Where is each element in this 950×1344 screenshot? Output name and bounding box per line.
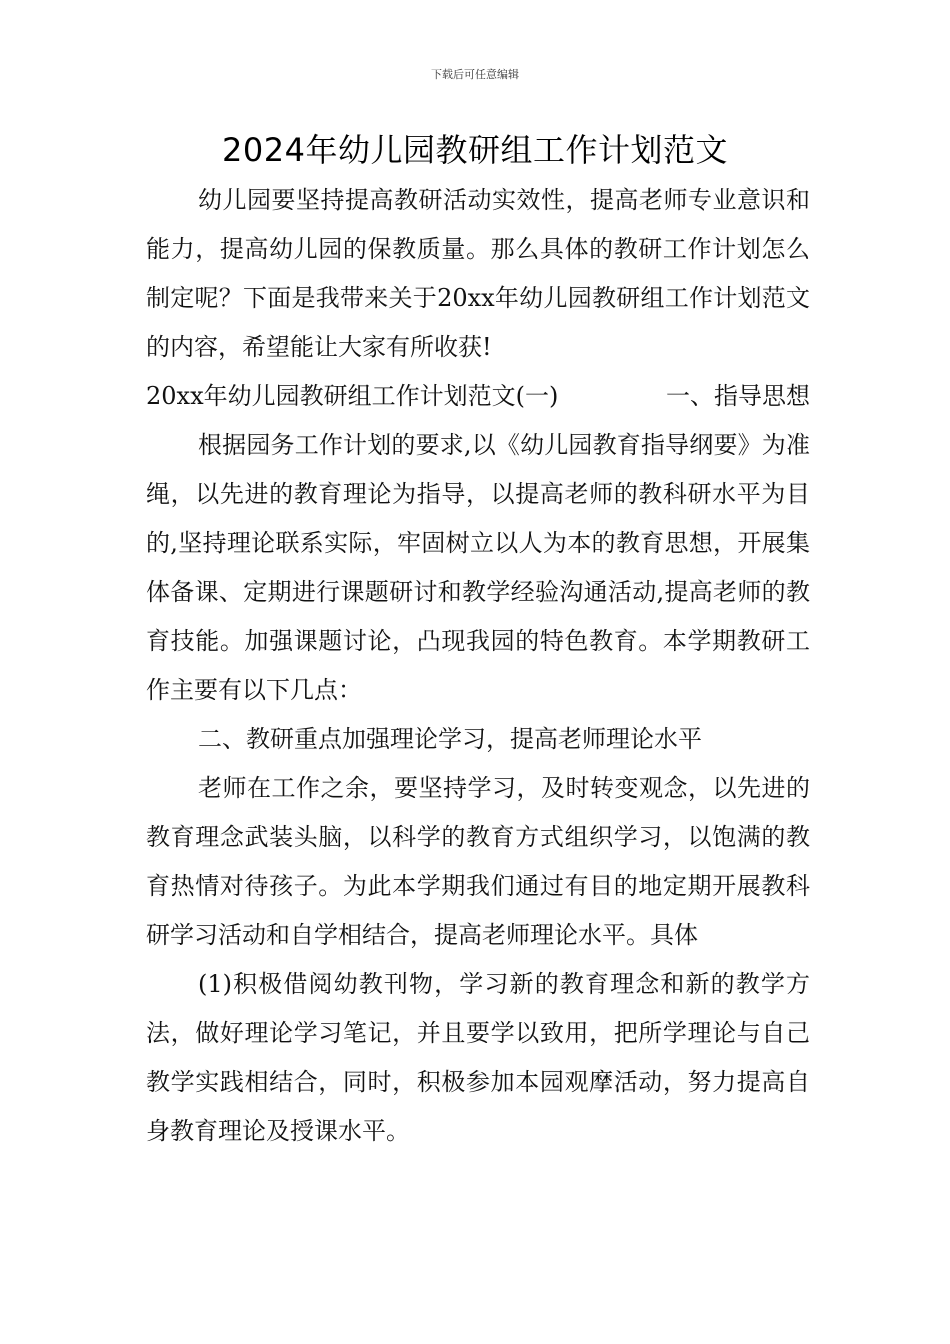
document-title: 2024年幼儿园教研组工作计划范文 [222,131,728,169]
section-title-right: 一、指导思想 [666,382,810,410]
section-title-left: 20xx年幼儿园教研组工作计划范文(一) [146,382,559,410]
intro-paragraph: 幼儿园要坚持提高教研活动实效性，提高老师专业意识和能力，提高幼儿园的保教质量。那么具体的教研工作计划怎么制定呢？下面是我带来关于20xx年幼儿园教研组工作计划范文的内容，希望能让大家有所收获! [146,186,810,361]
header-note: 下载后可任意编辑 [431,68,519,81]
paragraph-guiding-thought: 根据园务工作计划的要求,以《幼儿园教育指导纲要》为准绳，以先进的教育理论为指导，以提高老师的教科研水平为目的,坚持理论联系实际，牢固树立以人为本的教育思想，开展集体备课、定期进行课题研讨和教学经验沟通活动,提高老师的教育技能。加强课题讨论，凸现我园的特色教育。本学期教研工作主要有以下几点： [146,431,810,704]
document-body [146,176,810,1156]
section-line [146,372,810,421]
paragraph-heading-two: 二、教研重点加强理论学习，提高老师理论水平 [198,725,702,753]
paragraph-item-one: (1)积极借阅幼教刊物，学习新的教育理念和新的教学方法，做好理论学习笔记，并且要学以致用，把所学理论与自己教学实践相结合，同时，积极参加本园观摩活动，努力提高自身教育理论及授课水平。 [146,970,810,1145]
paragraph-teacher-study: 老师在工作之余，要坚持学习，及时转变观念，以先进的教育理念武装头脑，以科学的教育方式组织学习，以饱满的教育热情对待孩子。为此本学期我们通过有目的地定期开展教科研学习活动和自学相结合，提高老师理论水平。具体 [146,774,810,949]
